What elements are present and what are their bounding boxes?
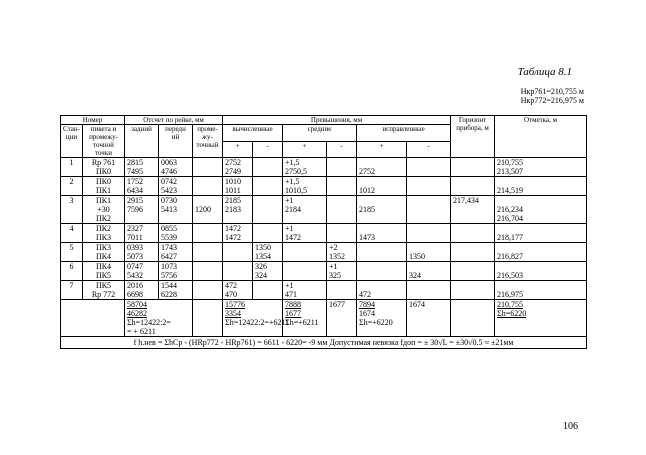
table-row [61, 177, 587, 196]
cell-st: 6 [61, 262, 83, 281]
cell-back: 0747 5432 [125, 262, 159, 281]
cell-rm [407, 281, 451, 300]
cell-st: 1 [61, 158, 83, 177]
corr-minus: - [407, 141, 451, 158]
cell-rp: 1012 [357, 177, 407, 196]
cell-ap: +1 1472 [283, 224, 327, 243]
benchmark-height-761: Нкр761=210,755 м [520, 87, 584, 96]
cell-st: 3 [61, 196, 83, 224]
col-mark: Отметка, м [495, 116, 587, 158]
cell-rp [357, 262, 407, 281]
col-reading: Отсчет по рейке, мм [125, 116, 223, 125]
avg-minus: - [327, 141, 357, 158]
col-number: Номер [61, 116, 125, 125]
cell-front: 1073 5756 [159, 262, 193, 281]
cell-cp: 1472 1472 [223, 224, 253, 243]
cell-rm [407, 158, 451, 177]
cell-rp: 1473 [357, 224, 407, 243]
cell-rp: 2752 [357, 158, 407, 177]
totals-mark: 210,755 Σh=6220 [495, 300, 587, 337]
cell-pk: Rр 761 ПК0 [83, 158, 125, 177]
table-row [61, 158, 587, 177]
col-station: Стан-ции [61, 125, 83, 158]
totals-avg-plus: 7888 1677 Σh=+6211 [283, 300, 327, 337]
cell-am: +2 1352 [327, 243, 357, 262]
calc-plus: + [223, 141, 253, 158]
cell-st: 5 [61, 243, 83, 262]
cell-am [327, 196, 357, 224]
cell-ap [283, 243, 327, 262]
cell-cm: 1350 1354 [253, 243, 283, 262]
cell-rp: 472 [357, 281, 407, 300]
cell-inter [193, 177, 223, 196]
cell-ap: +1,5 2750,5 [283, 158, 327, 177]
cell-mk: 210,755 213,507 [495, 158, 587, 177]
cell-pk: ПК3 ПК4 [83, 243, 125, 262]
cell-ap [283, 262, 327, 281]
totals-corr-plus: 7894 1674 Σh=+6220 [357, 300, 407, 337]
cell-rm [407, 196, 451, 224]
cell-pk: ПК4 ПК5 [83, 262, 125, 281]
cell-hz [451, 243, 495, 262]
cell-rp: 2185 [357, 196, 407, 224]
cell-mk: 216,975 [495, 281, 587, 300]
cell-ap: +1,5 1010,5 [283, 177, 327, 196]
cell-cm [253, 224, 283, 243]
cell-pk: ПК2 ПК3 [83, 224, 125, 243]
cell-front: 1743 6427 [159, 243, 193, 262]
cell-mk: 216,503 [495, 262, 587, 281]
col-inter: проме-жу-точный [193, 125, 223, 158]
cell-st: 4 [61, 224, 83, 243]
col-excess: Превышения, мм [223, 116, 451, 125]
page-number: 106 [563, 421, 578, 432]
col-back: задний [125, 125, 159, 158]
cell-back: 2327 7011 [125, 224, 159, 243]
cell-am: +1 325 [327, 262, 357, 281]
cell-inter [193, 243, 223, 262]
cell-cm [253, 196, 283, 224]
cell-ap: +1 2184 [283, 196, 327, 224]
cell-rm: 1350 [407, 243, 451, 262]
cell-inter [193, 262, 223, 281]
cell-hz [451, 177, 495, 196]
col-corr: исправленные [357, 125, 451, 142]
cell-pk: ПК0 ПК1 [83, 177, 125, 196]
cell-ap: +1 471 [283, 281, 327, 300]
cell-mk: 216,827 [495, 243, 587, 262]
table-row [61, 281, 587, 300]
cell-front: 0855 5539 [159, 224, 193, 243]
cell-back: 2016 6698 [125, 281, 159, 300]
cell-inter [193, 224, 223, 243]
cell-am [327, 224, 357, 243]
avg-plus: + [283, 141, 327, 158]
calc-minus: - [253, 141, 283, 158]
cell-front: 0063 4746 [159, 158, 193, 177]
cell-cp: 472 470 [223, 281, 253, 300]
header-row-1 [61, 116, 587, 125]
cell-front: 1544 6228 [159, 281, 193, 300]
cell-rm: 324 [407, 262, 451, 281]
table-row [61, 243, 587, 262]
totals-avg-minus: 1677 [327, 300, 357, 337]
cell-hz [451, 262, 495, 281]
col-picket: пикета и промежу-точной точки [83, 125, 125, 158]
table-row [61, 196, 587, 224]
cell-cp [223, 243, 253, 262]
cell-rm [407, 177, 451, 196]
cell-cp [223, 262, 253, 281]
totals-back: 58704 46282 Σh=12422:2= = + 6211 [125, 300, 193, 337]
footer-row [61, 337, 587, 349]
col-calc: вычисленные [223, 125, 283, 142]
table-body [61, 158, 587, 300]
benchmark-height-772: Нкр772=216,975 м [520, 96, 584, 105]
cell-front: 0742 5423 [159, 177, 193, 196]
cell-am [327, 177, 357, 196]
cell-mk: 218,177 [495, 224, 587, 243]
corr-plus: + [357, 141, 407, 158]
cell-cp: 2185 2183 [223, 196, 253, 224]
cell-rm [407, 224, 451, 243]
cell-cm: 326 324 [253, 262, 283, 281]
col-horizon: Горизонт прибора, м [451, 116, 495, 158]
cell-front: 0730 5413 [159, 196, 193, 224]
cell-back: 0393 5073 [125, 243, 159, 262]
totals-corr-minus: 1674 [407, 300, 451, 337]
cell-hz: 217,434 [451, 196, 495, 224]
cell-back: 2915 7596 [125, 196, 159, 224]
cell-cp: 1010 1011 [223, 177, 253, 196]
cell-inter: 1200 [193, 196, 223, 224]
cell-mk: 216,234 216,704 [495, 196, 587, 224]
cell-st: 7 [61, 281, 83, 300]
table-caption: Таблица 8.1 [517, 66, 572, 78]
cell-rp [357, 243, 407, 262]
cell-hz [451, 158, 495, 177]
totals-section [61, 300, 587, 349]
col-avg: средние [283, 125, 357, 142]
cell-inter [193, 281, 223, 300]
cell-pk: ПК1 +30 ПК2 [83, 196, 125, 224]
cell-inter [193, 158, 223, 177]
cell-hz [451, 281, 495, 300]
cell-back: 1752 6434 [125, 177, 159, 196]
cell-mk: 214,519 [495, 177, 587, 196]
cell-pk: ПК5 Rр 772 [83, 281, 125, 300]
cell-st: 2 [61, 177, 83, 196]
cell-cp: 2752 2749 [223, 158, 253, 177]
cell-hz [451, 224, 495, 243]
table-row [61, 224, 587, 243]
cell-cm [253, 281, 283, 300]
cell-am [327, 281, 357, 300]
cell-cm [253, 177, 283, 196]
cell-am [327, 158, 357, 177]
cell-cm [253, 158, 283, 177]
totals-row [61, 300, 587, 337]
levelling-table [60, 115, 587, 349]
cell-back: 2815 7495 [125, 158, 159, 177]
col-front: передн ий [159, 125, 193, 158]
closure-formula: f h.нев = ΣhСр - (НRр772 - НRр761) = 6611 - 6220= -9 мм Допустимая невязка fдоп = ± 30√L = ±30√0.5 ≈ ±21мм [61, 337, 587, 349]
totals-calc: 15776 3354 Σh=12422:2=+6211 [223, 300, 283, 337]
table-row [61, 262, 587, 281]
